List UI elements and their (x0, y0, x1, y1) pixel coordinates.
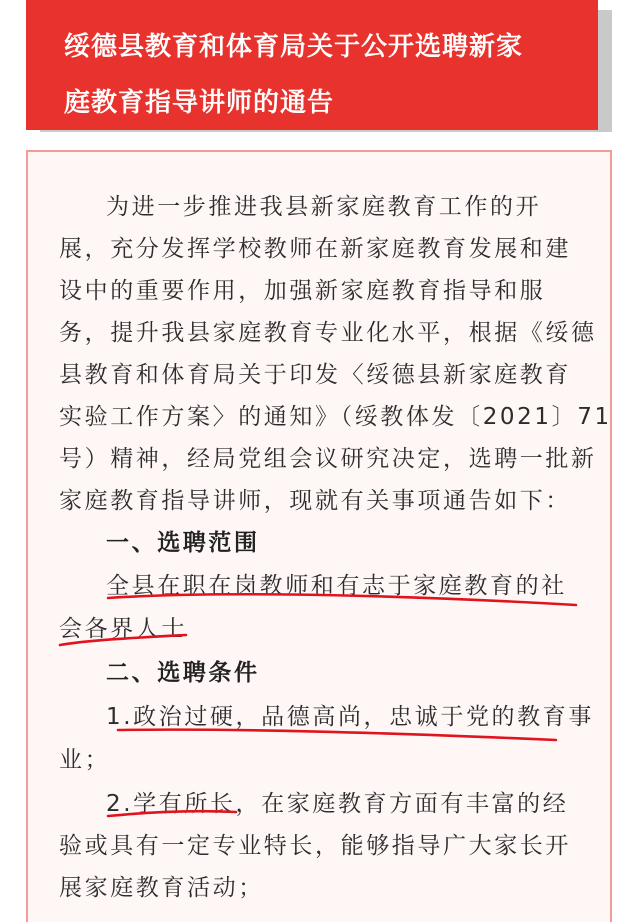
paragraph-line: 为进一步推进我县新家庭教育工作的开 (106, 194, 542, 220)
scope-line: 会各界人士 (59, 616, 187, 642)
condition-item-2-line: 展家庭教育活动； (59, 875, 264, 901)
scope-line: 全县在职在岗教师和有志于家庭教育的社 (106, 573, 567, 599)
section-heading-scope: 一、选聘范围 (106, 530, 260, 556)
condition-item-2-line: 验或具有一定专业特长，能够指导广大家长开 (59, 833, 571, 859)
title-line-1: 绥德县教育和体育局关于公开选聘新家 (64, 32, 524, 62)
condition-item-2-line: 2.学有所长，在家庭教育方面有丰富的经 (106, 791, 569, 817)
title-banner (26, 0, 598, 130)
condition-item-1-line: 业； (59, 747, 111, 773)
section-heading-conditions: 二、选聘条件 (106, 660, 260, 686)
paragraph-line: 展，充分发挥学校教师在新家庭教育发展和建 (59, 236, 571, 262)
condition-item-1-line: 1.政治过硬，品德高尚，忠诚于党的教育事 (106, 704, 594, 730)
paragraph-line: 号）精神，经局党组会议研究决定，选聘一批新 (59, 446, 597, 472)
paragraph-line: 设中的重要作用，加强新家庭教育指导和服 (59, 278, 546, 304)
paragraph-line: 实验工作方案〉的通知》（绥教体发〔2021〕71 (59, 404, 612, 430)
paragraph-line: 县教育和体育局关于印发〈绥德县新家庭教育 (59, 362, 571, 388)
paragraph-line: 家庭教育指导讲师，现就有关事项通告如下： (59, 488, 571, 514)
title-line-2: 庭教育指导讲师的通告 (64, 88, 335, 118)
paragraph-line: 务，提升我县家庭教育专业化水平，根据《绥德 (59, 320, 597, 346)
